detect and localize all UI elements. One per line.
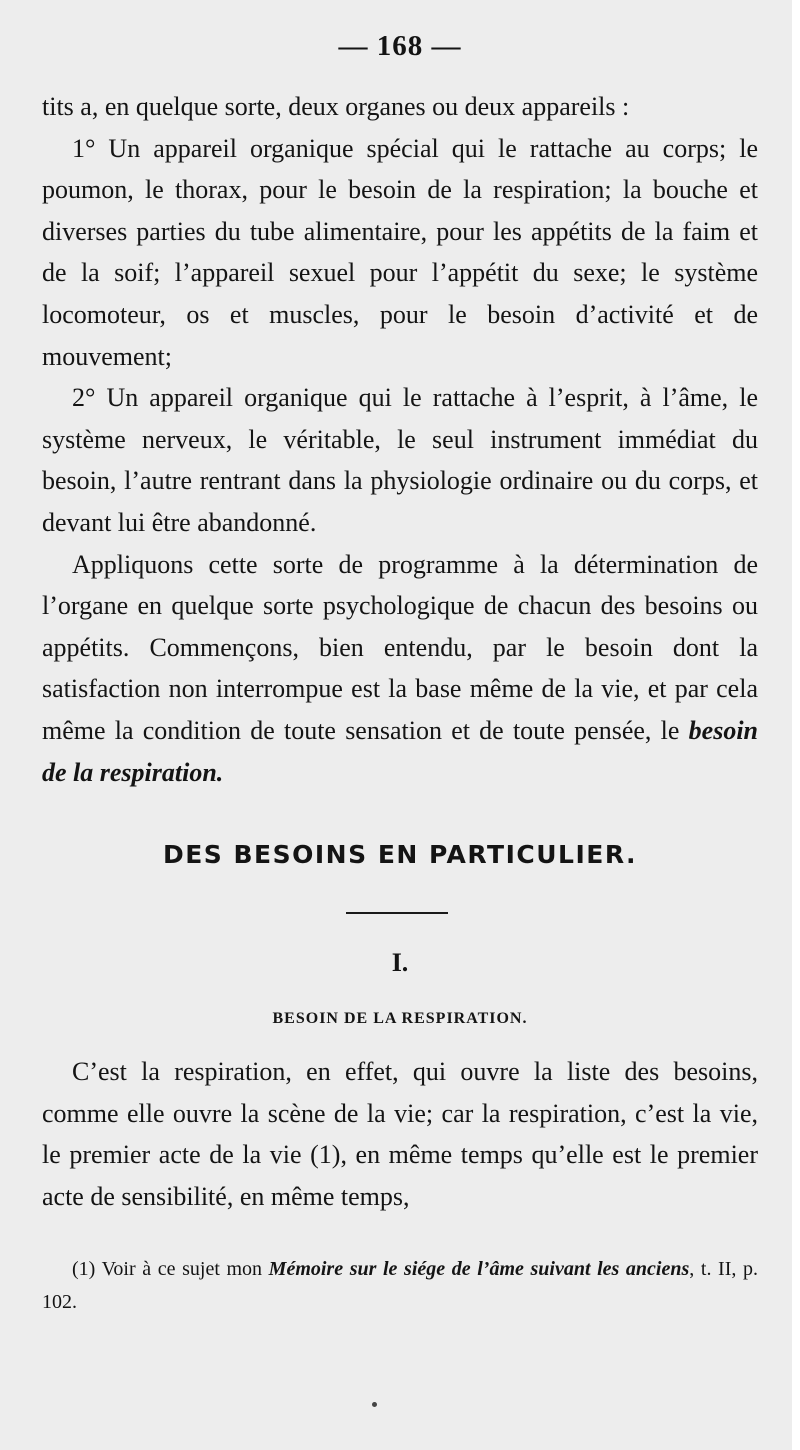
footnote-lead: (1) Voir à ce sujet mon [72,1258,269,1280]
footnote-title: Mémoire sur le siége de l’âme suivant les anciens [268,1258,690,1280]
section-divider [346,912,448,914]
footnote-text [42,1253,758,1319]
paragraph-continuation: tits a, en quelque sorte, deux organes ou deux appareils : [42,92,630,121]
page-edge [792,0,800,1450]
ink-speck [372,1402,377,1407]
paragraph-programme [42,544,758,794]
body-text-section [42,1051,758,1217]
footnote [42,1253,758,1319]
paragraph-programme-emphasis: besoin de la respiration. [42,715,758,787]
body-text [42,86,758,793]
paragraph-programme-text: Appliquons cette sorte de programme à la détermination de l’organe en quelque sorte psychologique de chacun des besoins ou appétits. Commençons, bien entendu, par le besoin dont la satisfaction non interrompue est la base même de la vie, et par cela même la condition de toute sensation et de toute pensée, le [42,549,758,745]
section-heading: DES BESOINS EN PARTICULIER. [162,840,638,869]
section-subheading: BESOIN DE LA RESPIRATION. [272,1010,528,1027]
footnote-reference: , t. II, p. 102. [42,1258,758,1313]
paragraph-respiration: C’est la respiration, en effet, qui ouvre la liste des besoins, comme elle ouvre la scène de la vie; car la respiration, c’est la vie, le premier acte de la vie (1), en même temps qu’elle est le premier acte de sensibilité, en même temps, [42,1057,758,1211]
section-number: I. [391,948,409,977]
page-number: — 168 — [338,30,462,62]
paragraph-first-apparatus: 1° Un appareil organique spécial qui le rattache au corps; le poumon, le thorax, pour le besoin de la respiration; la bouche et diverses parties du tube alimentaire, pour les appétits de la faim et de la soif; l’appareil sexuel pour l’appétit du sexe; le système locomoteur, os et muscles, pour le besoin d’activité et de mouvement; [42,133,758,371]
paragraph-second-apparatus: 2° Un appareil organique qui le rattache à l’esprit, à l’âme, le système nerveux, le véritable, le seul instrument immédiat du besoin, l’autre rentrant dans la physiologie ordinaire ou du corps, et devant lui être abandonné. [42,383,758,537]
